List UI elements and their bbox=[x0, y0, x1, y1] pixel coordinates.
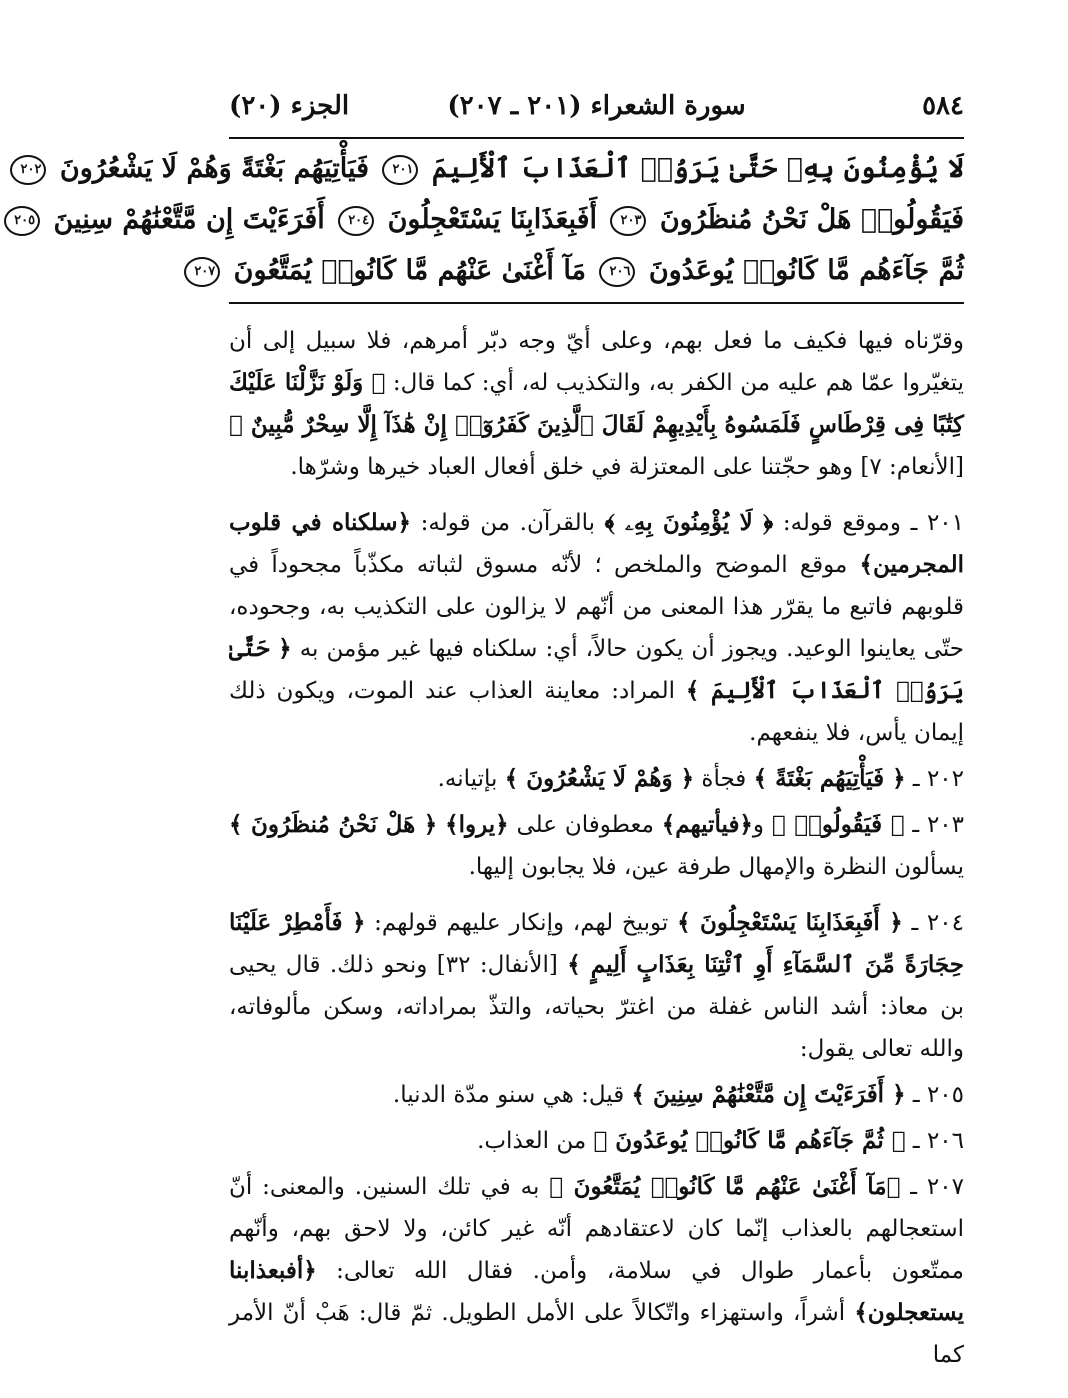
commentary-paragraph bbox=[229, 1120, 964, 1162]
quran-quote: ﴿ أَفَرَءَيْتَ إِن مَّتَّعْنَٰهُمْ سِنِينَ ﴾ bbox=[631, 1081, 906, 1108]
verse-text: لَا يُؤْمِنُونَ بِهِۦ حَتَّىٰ يَرَوُا۟ ٱلْعَذَابَ ٱلْأَلِيمَ bbox=[431, 153, 964, 184]
commentary-text: [الأنفال: ٣٢] ونحو ذلك. قال يحيى بن معاذ: أشد الناس غفلة من اغترّ بحياته، والتذّ بمراداته، وسكن مألوفاته، والله تعالى يقول: bbox=[229, 952, 964, 1062]
header-divider bbox=[229, 137, 964, 139]
commentary-text: ٢٠٧ ـ bbox=[900, 1174, 964, 1200]
surah-title: سورة الشعراء (٢٠١ ـ ٢٠٧) bbox=[447, 91, 746, 121]
commentary-body bbox=[229, 320, 964, 1380]
quran-quote: ﴿ حَتَّىٰ يَرَوُا۟ ٱلْعَذَابَ ٱلْأَلِيمَ ﴾ bbox=[229, 635, 964, 704]
commentary-text: و bbox=[752, 812, 772, 838]
commentary-paragraph bbox=[229, 502, 964, 754]
commentary-text: بإتيانه. bbox=[437, 766, 505, 792]
page-header bbox=[229, 86, 964, 130]
commentary-text: بالقرآن. من قوله: bbox=[411, 510, 605, 536]
commentary-text: ٢٠٢ ـ bbox=[905, 766, 964, 792]
ayah-number-marker: ٢٠٦ bbox=[599, 257, 635, 287]
commentary-text: قيل: هي سنو مدّة الدنيا. bbox=[392, 1082, 632, 1108]
ayah-number-marker: ٢٠١ bbox=[382, 155, 418, 185]
book-page bbox=[14, 0, 1068, 1398]
commentary-text: ٢٠١ ـ وموقع قوله: bbox=[773, 510, 964, 536]
quran-quote: ﴿ وَهُمْ لَا يَشْعُرُونَ ﴾ bbox=[504, 765, 695, 792]
commentary-text: أشراً، واستهزاء واتّكالاً على الأمل الطويل. ثمّ قال: هَبْ أنّ الأمر كما bbox=[229, 1300, 964, 1368]
quran-quote: ﴿أفبعذابنا يستعجلون﴾ bbox=[229, 1257, 964, 1326]
commentary-text: توبيخ لهم، وإنكار عليهم قولهم: bbox=[365, 910, 678, 936]
verses-divider bbox=[229, 302, 964, 304]
quran-quote: ﴿ أَفَبِعَذَابِنَا يَسْتَعْجِلُونَ ﴾ bbox=[677, 909, 903, 936]
verse-text: فَيَقُولُوا۟ هَلْ نَحْنُ مُنظَرُونَ bbox=[659, 204, 964, 235]
commentary-text: فجأة bbox=[694, 766, 754, 792]
commentary-text: ٢٠٥ ـ bbox=[905, 1082, 964, 1108]
quran-quote: ﴿ هَلْ نَحْنُ مُنظَرُونَ ﴾ bbox=[229, 811, 438, 838]
quran-quote: ﴿فيأتيهم﴾ bbox=[661, 811, 753, 838]
juz-label: الجزء (٢٠) bbox=[229, 91, 350, 121]
ayah-number-marker: ٢٠٣ bbox=[610, 206, 646, 236]
quran-verses-block bbox=[14, 143, 964, 296]
commentary-text bbox=[437, 812, 445, 838]
commentary-paragraph bbox=[229, 902, 964, 1070]
verse-text: أَفَرَءَيْتَ إِن مَّتَّعْنَٰهُمْ سِنِينَ bbox=[53, 204, 325, 235]
quran-quote: ﴿ ثُمَّ جَآءَهُم مَّا كَانُوا۟ يُوعَدُونَ ﴾ bbox=[593, 1127, 906, 1154]
commentary-paragraph bbox=[229, 1074, 964, 1116]
commentary-text: المراد: معاينة العذاب عند الموت، ويكون ذلك إيمان يأس، فلا ينفعهم. bbox=[229, 678, 964, 746]
quran-quote: ﴿سلكناه في قلوب المجرمين﴾ bbox=[229, 509, 964, 578]
ayah-number-marker: ٢٠٤ bbox=[338, 206, 374, 236]
commentary-text: وقرّناه فيها فكيف ما فعل بهم، وعلى أيّ وجه دبّر أمرهم، فلا سبيل إلى أن يتغيّروا عمّا هم عليه من الكفر به، والتكذيب له، أي: كما قال: bbox=[229, 328, 965, 396]
commentary-paragraph bbox=[229, 1166, 964, 1376]
ayah-number-marker: ٢٠٥ bbox=[4, 206, 40, 236]
commentary-text: موقع الموضح والملخص ؛ لأنّه مسوق لثباته مكذّباً مجحوداً في قلوبهم فاتبع ما يقرّر هذا المعنى من أنّهم لا يزالون على التكذيب به، وجحوده، حتّى يعاينوا الوعيد. ويجوز أن يكون حالاً، أي: سلكناه فيها غير مؤمن به bbox=[229, 552, 964, 662]
verse-text: ثُمَّ جَآءَهُم مَّا كَانُوا۟ يُوعَدُونَ bbox=[648, 255, 964, 286]
commentary-text: ٢٠٣ ـ bbox=[904, 812, 965, 838]
quran-quote: ﴿مَآ أَغْنَىٰ عَنْهُم مَّا كَانُوا۟ يُمَتَّعُونَ ﴾ bbox=[549, 1173, 901, 1200]
page-number: ٥٨٤ bbox=[922, 91, 964, 121]
verse-text: مَآ أَغْنَىٰ عَنْهُم مَّا كَانُوا۟ يُمَتَّعُونَ bbox=[233, 255, 587, 286]
quran-quote: ﴿ فَأَمْطِرْ عَلَيْنَا حِجَارَةً مِّنَ ٱلسَّمَآءِ أَوِ ٱئْتِنَا بِعَذَابٍ أَلِيمٍ ﴾ bbox=[229, 909, 964, 978]
quran-quote: ﴿ فَيَأْتِيَهُم بَغْتَةً ﴾ bbox=[753, 765, 906, 792]
commentary-text: به في تلك السنين. والمعنى: أنّ استعجالهم بالعذاب إنّما كان لاعتقادهم أنّه غير كائن، ولا لاحق بهم، وأنّهم ممتّعون بأعمار طوال في سلامة، وأمن. فقال الله تعالى: bbox=[229, 1174, 964, 1284]
commentary-text: معطوفان على bbox=[508, 812, 662, 838]
verse-text: فَيَأْتِيَهُم بَغْتَةً وَهُمْ لَا يَشْعُرُونَ bbox=[59, 153, 370, 184]
commentary-text: ٢٠٦ ـ bbox=[905, 1128, 964, 1154]
quran-quote: ﴿ لَا يُؤْمِنُونَ بِهِۦ ﴾ bbox=[604, 509, 774, 536]
ayah-number-marker: ٢٠٢ bbox=[10, 155, 46, 185]
commentary-text: ٢٠٤ ـ bbox=[902, 910, 964, 936]
verse-line bbox=[194, 245, 964, 296]
commentary-paragraph bbox=[229, 320, 964, 488]
verse-line bbox=[14, 194, 964, 245]
ayah-number-marker: ٢٠٧ bbox=[184, 257, 220, 287]
commentary-paragraph bbox=[229, 758, 964, 800]
verse-text: أَفَبِعَذَابِنَا يَسْتَعْجِلُونَ bbox=[387, 204, 598, 235]
commentary-text: [الأنعام: ٧] وهو حجّتنا على المعتزلة في خلق أفعال العباد خيرها وشرّها. bbox=[290, 454, 964, 480]
commentary-text: من العذاب. bbox=[477, 1128, 594, 1154]
commentary-paragraph bbox=[229, 804, 964, 888]
quran-quote: ﴿ فَيَقُولُوا۟ ﴾ bbox=[771, 811, 905, 838]
quran-quote: ﴿يروا﴾ bbox=[445, 811, 509, 838]
quran-quote: ﴿ وَلَوْ نَزَّلْنَا عَلَيْكَ كِتَٰبًا فِى قِرْطَاسٍ فَلَمَسُوهُ بِأَيْدِيهِمْ لَقَالَ ٱلَّذِينَ كَفَرُوٓا۟ إِنْ هَٰذَآ إِلَّا سِحْرٌ مُّبِينٌ ﴾ bbox=[229, 369, 964, 438]
verse-line bbox=[20, 143, 964, 194]
commentary-text: يسألون النظرة والإمهال طرفة عين، فلا يجابون إليها. bbox=[468, 854, 964, 880]
